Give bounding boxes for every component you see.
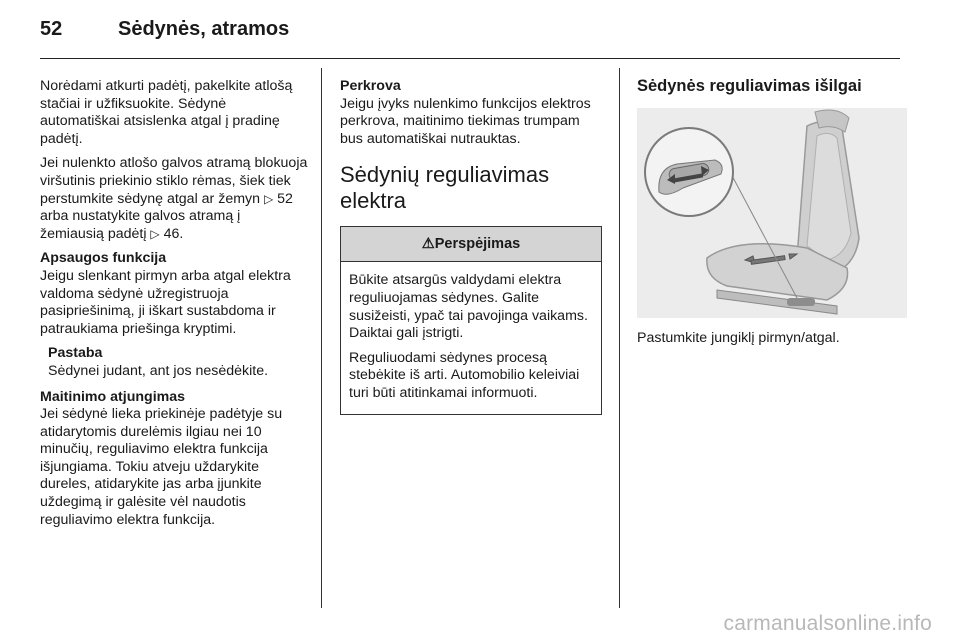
note-title: Pastaba	[48, 345, 103, 362]
warning-paragraph: Reguliuodami sėdynes procesą stebėkite iš arti. Automobilio keleiviai turi būti atitinkamai informuoti.	[349, 349, 580, 401]
page-title: Sėdynės, atramos	[118, 18, 290, 40]
warning-paragraph: Būkite atsargūs valdydami elektra reguliuojamas sėdynes. Galite susižeisti, ypač tai pavojinga vaikams. Daiktai gali įstrigti.	[349, 272, 588, 342]
page-header	[40, 18, 289, 48]
column-2	[340, 78, 602, 415]
heading-power-off: Maitinimo atjungimas	[40, 388, 186, 405]
page-ref-icon[interactable]: ▷	[150, 226, 160, 241]
note-text: Sėdynei judant, ant jos nesėdėkite.	[48, 362, 269, 379]
paragraph-restore: Norėdami atkurti padėtį, pakelkite atlošą stačiai ir užfiksuokite. Sėdynė automatiškai atsislenka atgal į pradinę padėtį.	[40, 78, 293, 147]
warning-icon: ⚠	[421, 235, 435, 252]
paragraph-power-off: Jei sėdynė lieka priekinėje padėtyje su atidarytomis durelėmis ilgiau nei 10 minučių, reguliavimo elektra funkcija išjungiama. Tokiu atveju uždarykite dureles, atidarykite jas arba įjunkite uždegimą ir galėsite vėl naudotis reguliavimo elektra funkcija.	[40, 406, 283, 528]
warning-header	[341, 227, 601, 262]
seat-adjust-illustration	[637, 108, 907, 318]
column-1	[40, 78, 308, 536]
warning-title: Perspėjimas	[434, 235, 521, 252]
heading-overload: Perkrova	[340, 78, 401, 94]
header-rule	[40, 58, 900, 59]
page-ref-icon[interactable]: ▷	[263, 191, 274, 206]
column-3	[637, 78, 907, 354]
column-divider-2	[619, 68, 620, 608]
paragraph-overload: Jeigu įvyks nulenkimo funkcijos elektros perkrova, maitinimo tiekimas trumpam bus automatiškai nutrauktas.	[340, 95, 591, 147]
warning-body	[341, 262, 601, 413]
section-title: Sėdynių reguliavimas elektra	[340, 162, 550, 214]
note-box	[40, 345, 308, 380]
column-divider-1	[321, 68, 322, 608]
warning-box	[340, 226, 602, 414]
image-caption: Pastumkite jungiklį pirmyn/atgal.	[637, 329, 840, 346]
watermark: carmanualsonline.info	[723, 612, 932, 635]
paragraph-protection: Jeigu slenkant pirmyn arba atgal elektra valdoma sėdynė užregistruoja pasipriešinimą, ji iškart sustabdoma ir patraukiama priešinga kryptimi.	[40, 267, 291, 337]
paragraph-headrest: Jei nulenkto atlošo galvos atramą blokuoja viršutinis priekinio stiklo rėmas, šiek tiek perstumkite sėdynę atgal ar žemyn ▷ 52 arba nustatykite galvos atramą į žemiausią padėtį ▷ 46.	[40, 155, 308, 242]
heading-protection: Apsaugos funkcija	[40, 250, 167, 267]
page-number: 52	[40, 18, 63, 40]
seat-icon	[637, 108, 907, 318]
section-title-longitudinal: Sėdynės reguliavimas išilgai	[637, 77, 862, 95]
